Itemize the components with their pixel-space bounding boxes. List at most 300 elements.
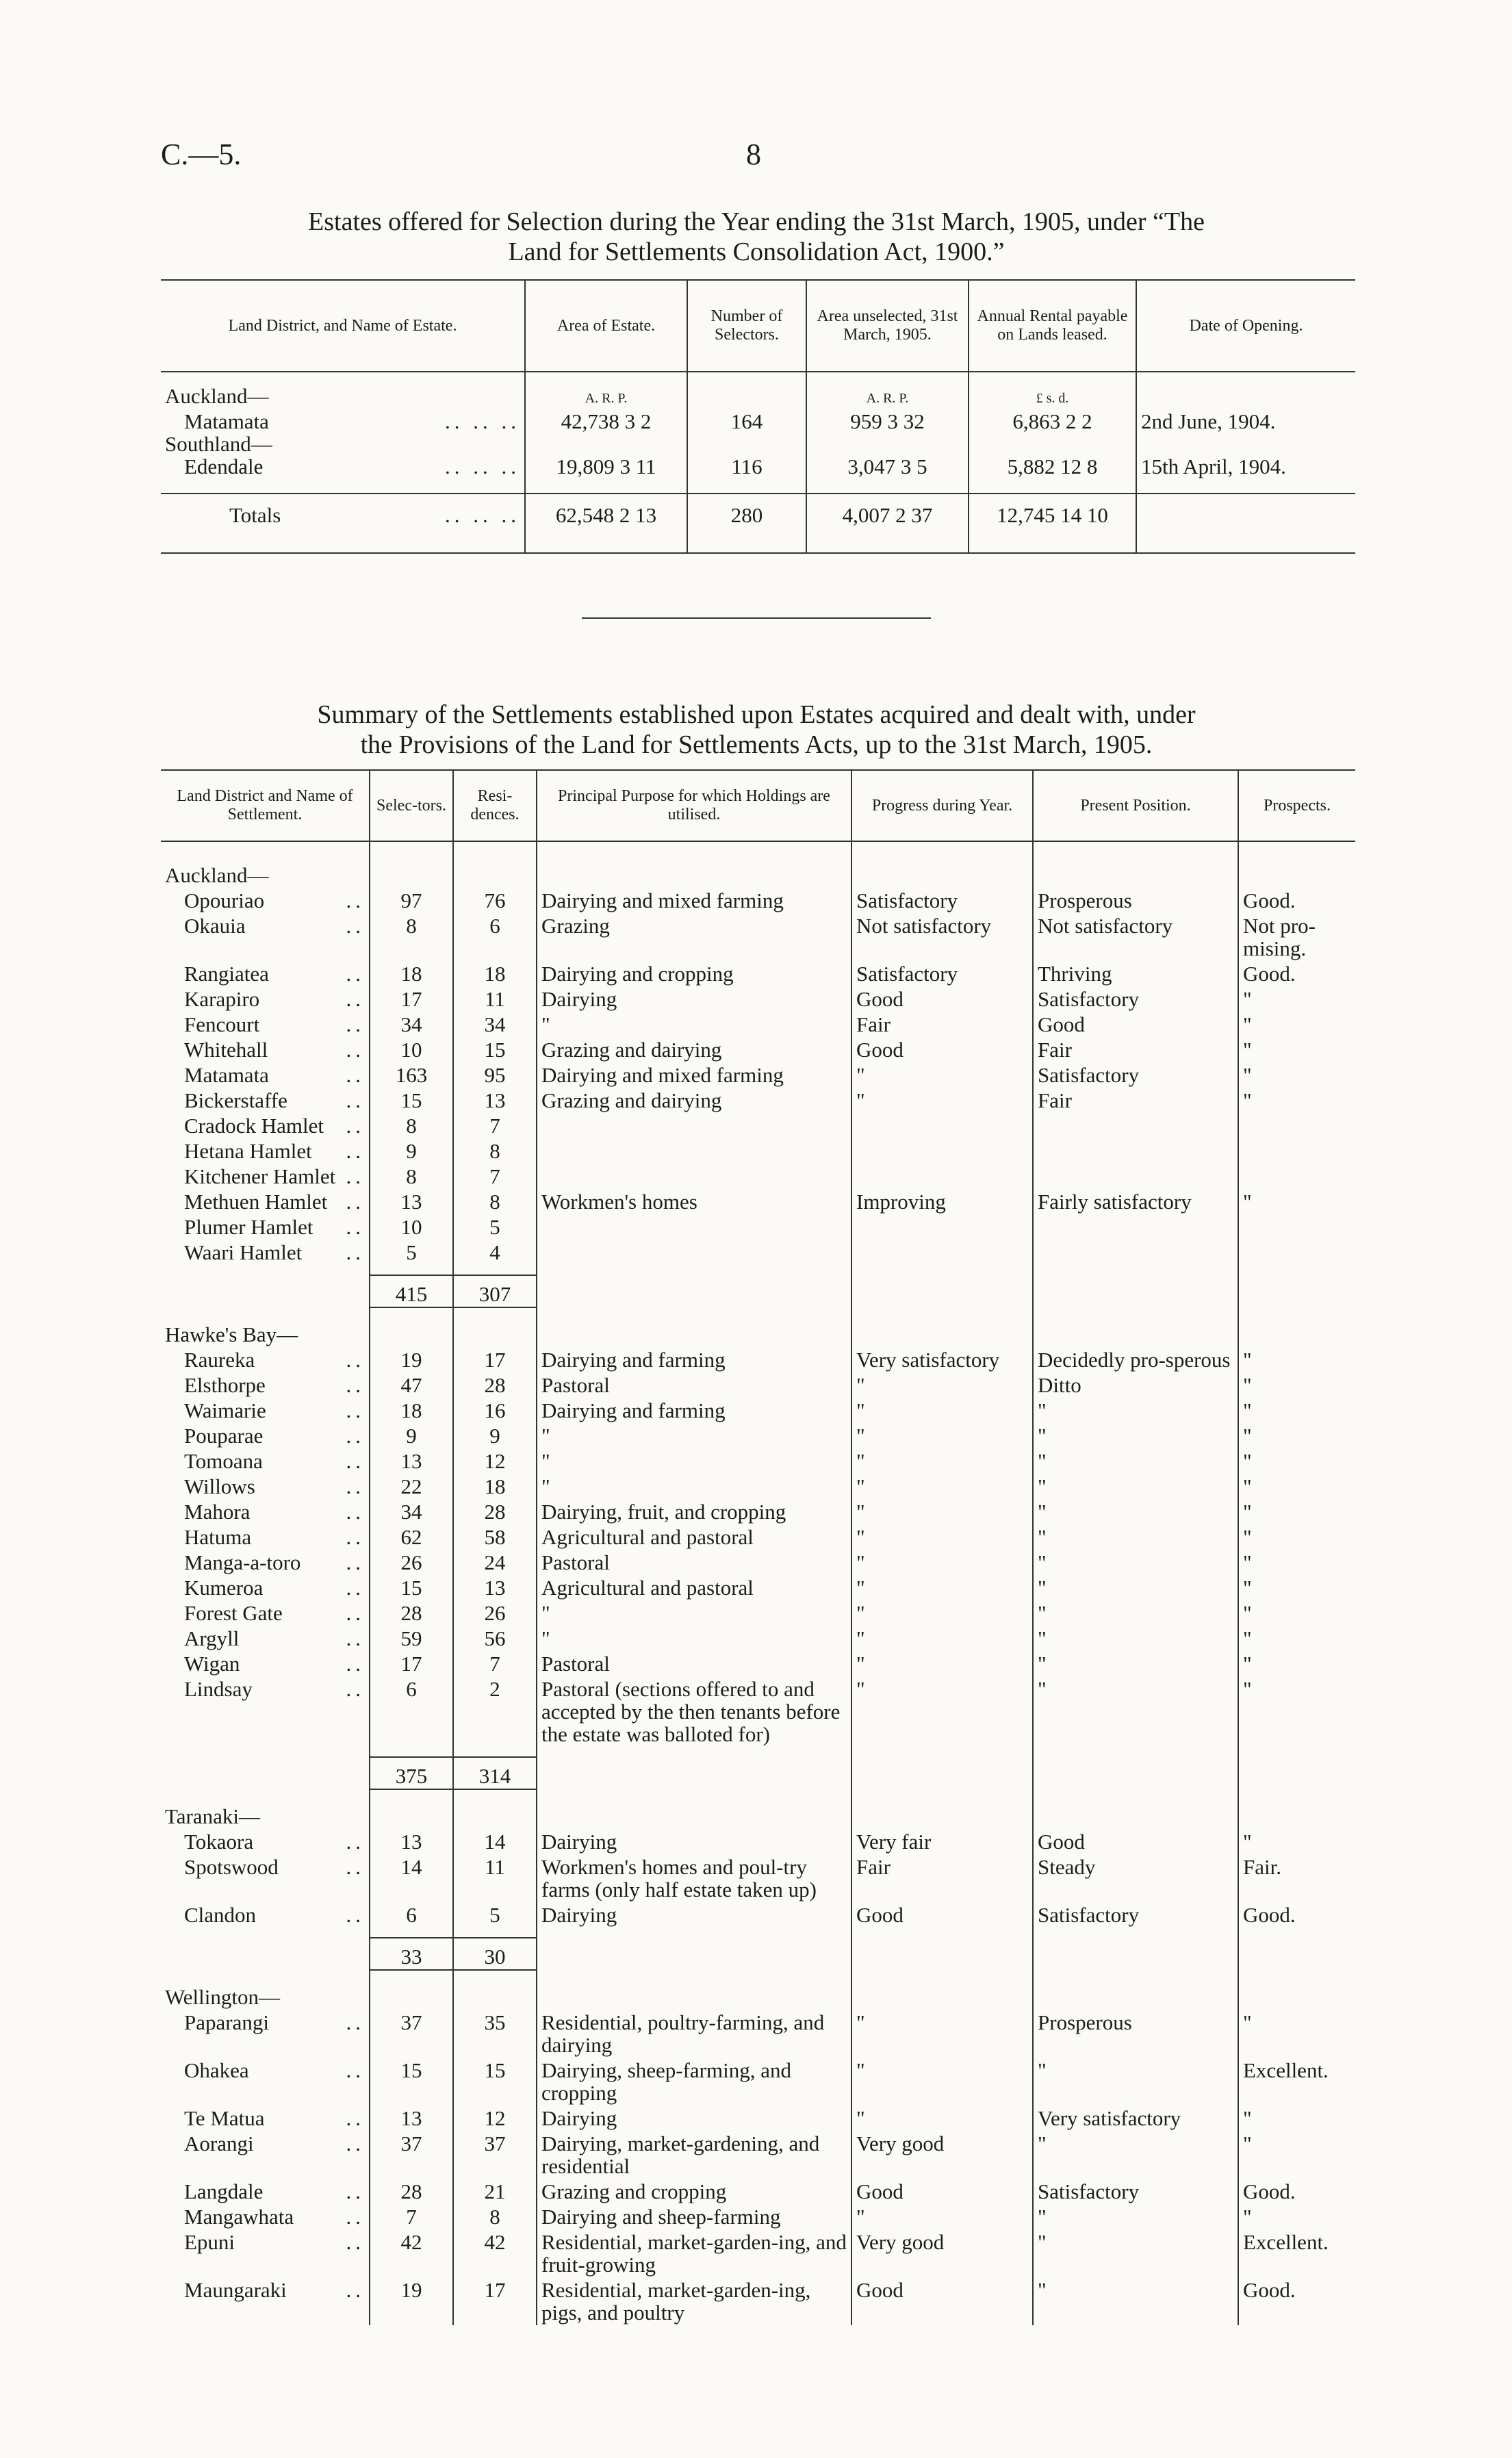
- selectors-value: 34: [370, 1499, 453, 1524]
- purpose-value: Dairying and farming: [537, 1347, 851, 1372]
- settlement-label: Aorangi: [184, 2131, 254, 2155]
- residences-value: 21: [453, 2179, 537, 2204]
- residences-value: 14: [453, 1829, 537, 1854]
- purpose-value: ": [537, 1448, 851, 1474]
- selectors-value: 5: [370, 1240, 453, 1265]
- estates-title-line1: Estates offered for Selection during the Year ending the 31st March, 1905, under “The: [308, 207, 1205, 236]
- purpose-value: Workmen's homes: [537, 1189, 851, 1214]
- progress-value: Improving: [851, 1189, 1033, 1214]
- summary-title-line2: the Provisions of the Land for Settlements Acts, up to the 31st March, 1905.: [360, 730, 1153, 759]
- position-value: ": [1033, 2277, 1238, 2325]
- settlement-label: Karapiro: [184, 987, 260, 1011]
- settlement-label: Bickerstaffe: [184, 1088, 287, 1112]
- settlement-name: Kitchener Hamlet ..: [184, 1164, 365, 1188]
- progress-value: Very fair: [851, 1829, 1033, 1854]
- residences-value: 13: [453, 1088, 537, 1113]
- summary-title-line1: Summary of the Settlements established upon Estates acquired and dealt with, under: [317, 700, 1196, 729]
- purpose-value: Grazing: [537, 913, 851, 961]
- purpose-value: Pastoral (sections offered to and accepted by the then tenants before the estate was balloted for): [537, 1676, 851, 1747]
- position-value: Good: [1033, 1012, 1238, 1037]
- prospects-value: ": [1238, 1499, 1355, 1524]
- residences-value: 35: [453, 2010, 537, 2058]
- position-value: Satisfactory: [1033, 986, 1238, 1012]
- purpose-value: [537, 1214, 851, 1240]
- prospects-value: ": [1238, 1600, 1355, 1626]
- purpose-value: [537, 1240, 851, 1265]
- purpose-value: Dairying, market-gardening, and residential: [537, 2131, 851, 2179]
- progress-value: Good: [851, 986, 1033, 1012]
- purpose-value: Residential, market-garden-ing, and fruit-growing: [537, 2229, 851, 2277]
- table-row: [161, 1012, 1355, 1037]
- purpose-value: Dairying and mixed farming: [537, 1062, 851, 1088]
- position-value: ": [1033, 1474, 1238, 1499]
- residences-value: 2: [453, 1676, 537, 1747]
- settlement-label: Forest Gate: [184, 1601, 283, 1625]
- position-value: Prosperous: [1033, 888, 1238, 913]
- estate-name: Matamata: [184, 409, 269, 433]
- col-date: Date of Opening.: [1136, 280, 1355, 372]
- col-residences: Resi-dences.: [453, 770, 537, 841]
- settlement-name: Maungaraki ..: [184, 2278, 365, 2302]
- table-row: [161, 1347, 1355, 1372]
- progress-value: ": [851, 1448, 1033, 1474]
- prospects-value: ": [1238, 1626, 1355, 1651]
- table-row: [161, 1240, 1355, 1265]
- purpose-value: Residential, market-garden-ing, pigs, and poultry: [537, 2277, 851, 2325]
- progress-value: ": [851, 2010, 1033, 2058]
- district-label: Hawke's Bay—: [165, 1322, 298, 1346]
- prospects-value: Not pro-mising.: [1238, 913, 1355, 961]
- position-value: ": [1033, 1575, 1238, 1600]
- prospects-value: ": [1238, 1474, 1355, 1499]
- position-value: ": [1033, 1600, 1238, 1626]
- residences-value: 4: [453, 1240, 537, 1265]
- estates-title-line2: Land for Settlements Consolidation Act, 1900.”: [508, 238, 1005, 266]
- table-row: [161, 1189, 1355, 1214]
- settlement-name: Te Matua ..: [184, 2106, 365, 2130]
- position-value: [1033, 1240, 1238, 1265]
- position-value: Satisfactory: [1033, 1902, 1238, 1928]
- col-unselected: Area unselected, 31st March, 1905.: [806, 280, 969, 372]
- selectors-value: 37: [370, 2131, 453, 2179]
- prospects-value: ": [1238, 2010, 1355, 2058]
- group-total-row: [161, 1757, 1355, 1789]
- settlement-name: Manga-a-toro ..: [184, 1550, 365, 1574]
- position-value: ": [1033, 2204, 1238, 2229]
- table-row: [161, 1550, 1355, 1575]
- purpose-value: [537, 1138, 851, 1164]
- purpose-value: ": [537, 1626, 851, 1651]
- unit-area: A. R. P.: [525, 372, 687, 410]
- progress-value: Good: [851, 1037, 1033, 1062]
- position-value: [1033, 1138, 1238, 1164]
- position-value: Decidedly pro-sperous: [1033, 1347, 1238, 1372]
- purpose-value: Pastoral: [537, 1651, 851, 1676]
- settlement-name: Elsthorpe ..: [184, 1373, 365, 1397]
- progress-value: Satisfactory: [851, 961, 1033, 986]
- residences-value: 56: [453, 1626, 537, 1651]
- table-row: [161, 1113, 1355, 1138]
- unit-area-unselected: A. R. P.: [806, 372, 969, 410]
- purpose-value: Dairying: [537, 2105, 851, 2131]
- settlement-label: Lindsay: [184, 1677, 253, 1701]
- residences-value: 15: [453, 2058, 537, 2105]
- purpose-value: Dairying and cropping: [537, 961, 851, 986]
- table-row: [161, 2229, 1355, 2277]
- settlement-label: Opouriao: [184, 888, 265, 912]
- purpose-value: Residential, poultry-farming, and dairying: [537, 2010, 851, 2058]
- table-row: [161, 1088, 1355, 1113]
- purpose-value: ": [537, 1474, 851, 1499]
- progress-value: [851, 1113, 1033, 1138]
- settlement-name: Raureka ..: [184, 1348, 365, 1372]
- selectors-value: 18: [370, 1398, 453, 1423]
- progress-value: ": [851, 1524, 1033, 1550]
- progress-value: ": [851, 1600, 1033, 1626]
- settlement-label: Tomoana: [184, 1449, 263, 1473]
- settlement-label: Plumer Hamlet: [184, 1215, 313, 1239]
- residences-value: 5: [453, 1214, 537, 1240]
- selectors-value: 17: [370, 1651, 453, 1676]
- progress-value: ": [851, 1398, 1033, 1423]
- position-value: ": [1033, 1499, 1238, 1524]
- settlement-name: Whitehall ..: [184, 1038, 365, 1062]
- totals-row: Totals .. .. .. 62,548 2 13 280 4,007 2 37 12,745 14 10: [161, 494, 1355, 553]
- settlement-label: Wigan: [184, 1652, 240, 1676]
- selectors-value: 28: [370, 2179, 453, 2204]
- purpose-value: ": [537, 1600, 851, 1626]
- position-value: Thriving: [1033, 961, 1238, 986]
- summary-body: [161, 841, 1355, 2325]
- district-row: [161, 862, 1355, 888]
- residences-value: 13: [453, 1575, 537, 1600]
- position-value: Prosperous: [1033, 2010, 1238, 2058]
- position-value: ": [1033, 2131, 1238, 2179]
- selectors-value: 62: [370, 1524, 453, 1550]
- selectors-value: 37: [370, 2010, 453, 2058]
- settlement-name: Clandon ..: [184, 1903, 365, 1927]
- settlement-name: Waimarie ..: [184, 1398, 365, 1422]
- total-selectors: 375: [370, 1757, 453, 1789]
- total-residences: 307: [453, 1275, 537, 1307]
- position-value: [1033, 1113, 1238, 1138]
- summary-table-title: [161, 700, 1352, 760]
- settlement-label: Manga-a-toro: [184, 1550, 301, 1574]
- group-total-row: [161, 1275, 1355, 1307]
- prospects-value: ": [1238, 986, 1355, 1012]
- settlement-label: Cradock Hamlet: [184, 1114, 324, 1138]
- residences-value: 28: [453, 1499, 537, 1524]
- settlement-label: Tokaora: [184, 1830, 254, 1854]
- settlement-name: Epuni ..: [184, 2230, 365, 2254]
- settlement-label: Matamata: [184, 1063, 269, 1087]
- purpose-value: Dairying and farming: [537, 1398, 851, 1423]
- col-estate: Land District, and Name of Estate.: [161, 280, 525, 372]
- residences-value: 18: [453, 1474, 537, 1499]
- prospects-value: Excellent.: [1238, 2058, 1355, 2105]
- table-row: [161, 1524, 1355, 1550]
- settlement-name: Wigan ..: [184, 1652, 365, 1676]
- settlement-name: Ohakea ..: [184, 2058, 365, 2082]
- progress-value: Fair: [851, 1012, 1033, 1037]
- residences-value: 28: [453, 1372, 537, 1398]
- purpose-value: Dairying: [537, 986, 851, 1012]
- selectors-value: 13: [370, 1448, 453, 1474]
- selectors-value: 8: [370, 913, 453, 961]
- settlement-label: Elsthorpe: [184, 1373, 266, 1397]
- progress-value: ": [851, 1474, 1033, 1499]
- prospects-value: Good.: [1238, 961, 1355, 986]
- selectors-value: 6: [370, 1902, 453, 1928]
- spacer-row: [161, 1265, 1355, 1275]
- section-divider: [582, 617, 931, 619]
- prospects-value: ": [1238, 2204, 1355, 2229]
- settlement-name: Willows ..: [184, 1474, 365, 1498]
- selectors-value: 9: [370, 1138, 453, 1164]
- prospects-value: ": [1238, 1347, 1355, 1372]
- table-row: [161, 1448, 1355, 1474]
- settlement-label: Fencourt: [184, 1012, 260, 1036]
- progress-value: Very good: [851, 2131, 1033, 2179]
- prospects-value: [1238, 1113, 1355, 1138]
- prospects-value: ": [1238, 1575, 1355, 1600]
- residences-value: 11: [453, 1854, 537, 1902]
- group-total-row: [161, 1938, 1355, 1970]
- settlement-label: Waari Hamlet: [184, 1240, 303, 1264]
- purpose-value: Agricultural and pastoral: [537, 1575, 851, 1600]
- table-row: [161, 1902, 1355, 1928]
- position-value: ": [1033, 2058, 1238, 2105]
- progress-value: ": [851, 1651, 1033, 1676]
- residences-value: 37: [453, 2131, 537, 2179]
- prospects-value: [1238, 1164, 1355, 1189]
- district-label: Auckland—: [165, 384, 269, 408]
- selectors-value: 6: [370, 1676, 453, 1747]
- residences-value: 7: [453, 1164, 537, 1189]
- progress-value: ": [851, 1676, 1033, 1747]
- position-value: Fair: [1033, 1037, 1238, 1062]
- table-row: [161, 1423, 1355, 1448]
- residences-value: 9: [453, 1423, 537, 1448]
- col-selectors: Selec-tors.: [370, 770, 453, 841]
- settlement-name: Matamata ..: [184, 1063, 365, 1087]
- progress-value: ": [851, 1575, 1033, 1600]
- settlement-name: Okauia ..: [184, 914, 365, 938]
- prospects-value: ": [1238, 2105, 1355, 2131]
- purpose-value: Agricultural and pastoral: [537, 1524, 851, 1550]
- settlement-name: Opouriao ..: [184, 888, 365, 912]
- settlement-label: Maungaraki: [184, 2278, 287, 2302]
- selectors-value: 10: [370, 1214, 453, 1240]
- purpose-value: Grazing and cropping: [537, 2179, 851, 2204]
- table-row: [161, 2131, 1355, 2179]
- settlement-label: Okauia: [184, 914, 246, 938]
- settlement-label: Argyll: [184, 1626, 240, 1650]
- selectors-value: 13: [370, 1189, 453, 1214]
- selectors-value: 22: [370, 1474, 453, 1499]
- prospects-value: ": [1238, 1062, 1355, 1088]
- settlement-label: Ohakea: [184, 2058, 249, 2082]
- settlement-label: Hetana Hamlet: [184, 1139, 312, 1163]
- purpose-value: [537, 1113, 851, 1138]
- col-progress: Progress during Year.: [851, 770, 1033, 841]
- settlement-name: Karapiro ..: [184, 987, 365, 1011]
- residences-value: 24: [453, 1550, 537, 1575]
- position-value: Steady: [1033, 1854, 1238, 1902]
- spacer-row: [161, 1307, 1355, 1322]
- spacer-row: [161, 841, 1355, 862]
- col-area: Area of Estate.: [525, 280, 687, 372]
- selectors-value: 59: [370, 1626, 453, 1651]
- position-value: Satisfactory: [1033, 1062, 1238, 1088]
- settlement-name: Argyll ..: [184, 1626, 365, 1650]
- prospects-value: ": [1238, 1189, 1355, 1214]
- page-header: [161, 137, 1352, 178]
- settlement-name: Tomoana ..: [184, 1449, 365, 1473]
- residences-value: 76: [453, 888, 537, 913]
- table-row: [161, 1600, 1355, 1626]
- table-row: [161, 1138, 1355, 1164]
- settlement-label: Methuen Hamlet: [184, 1190, 328, 1214]
- prospects-value: ": [1238, 1829, 1355, 1854]
- prospects-value: ": [1238, 1524, 1355, 1550]
- position-value: ": [1033, 2229, 1238, 2277]
- selectors-value: 9: [370, 1423, 453, 1448]
- progress-value: ": [851, 1550, 1033, 1575]
- progress-value: ": [851, 1062, 1033, 1088]
- position-value: ": [1033, 1448, 1238, 1474]
- selectors-value: 42: [370, 2229, 453, 2277]
- position-value: ": [1033, 1626, 1238, 1651]
- col-settlement: Land District and Name of Settlement.: [161, 770, 370, 841]
- progress-value: Good: [851, 1902, 1033, 1928]
- settlement-label: Willows: [184, 1474, 255, 1498]
- position-value: Satisfactory: [1033, 2179, 1238, 2204]
- residences-value: 8: [453, 2204, 537, 2229]
- settlement-name: Waari Hamlet ..: [184, 1240, 365, 1264]
- settlement-name: Pouparae ..: [184, 1424, 365, 1448]
- table-row: [161, 1164, 1355, 1189]
- table-row: [161, 2277, 1355, 2325]
- position-value: Fairly satisfactory: [1033, 1189, 1238, 1214]
- position-value: [1033, 1214, 1238, 1240]
- progress-value: ": [851, 1372, 1033, 1398]
- prospects-value: ": [1238, 1088, 1355, 1113]
- selectors-value: 18: [370, 961, 453, 986]
- table-row: [161, 1398, 1355, 1423]
- table-row: Edendale .. .. .. 19,809 3 11 116 3,047 3 5 5,882 12 8 15th April, 1904.: [161, 455, 1355, 494]
- settlement-label: Mahora: [184, 1500, 251, 1524]
- position-value: [1033, 1164, 1238, 1189]
- col-purpose: Principal Purpose for which Holdings are utilised.: [537, 770, 851, 841]
- position-value: ": [1033, 1651, 1238, 1676]
- summary-table: [161, 769, 1355, 2325]
- prospects-value: [1238, 1138, 1355, 1164]
- purpose-value: Grazing and dairying: [537, 1088, 851, 1113]
- residences-value: 34: [453, 1012, 537, 1037]
- residences-value: 16: [453, 1398, 537, 1423]
- progress-value: Satisfactory: [851, 888, 1033, 913]
- estates-table-title: [161, 207, 1352, 267]
- residences-value: 42: [453, 2229, 537, 2277]
- progress-value: ": [851, 1626, 1033, 1651]
- settlement-name: Paparangi ..: [184, 2010, 365, 2034]
- settlement-label: Whitehall: [184, 1038, 268, 1062]
- selectors-value: 7: [370, 2204, 453, 2229]
- progress-value: ": [851, 1088, 1033, 1113]
- progress-value: Very satisfactory: [851, 1347, 1033, 1372]
- settlement-label: Spotswood: [184, 1855, 279, 1879]
- purpose-value: Dairying, sheep-farming, and cropping: [537, 2058, 851, 2105]
- district-label: Auckland—: [165, 863, 269, 887]
- settlement-label: Rangiatea: [184, 962, 269, 986]
- residences-value: 15: [453, 1037, 537, 1062]
- progress-value: ": [851, 1499, 1033, 1524]
- progress-value: Good: [851, 2277, 1033, 2325]
- selectors-value: 13: [370, 1829, 453, 1854]
- settlement-label: Paparangi: [184, 2010, 269, 2034]
- settlement-label: Hatuma: [184, 1525, 252, 1549]
- settlement-label: Langdale: [184, 2179, 264, 2203]
- residences-value: 95: [453, 1062, 537, 1088]
- residences-value: 58: [453, 1524, 537, 1550]
- district-label: Southland—: [165, 432, 272, 456]
- purpose-value: Dairying and mixed farming: [537, 888, 851, 913]
- progress-value: Good: [851, 2179, 1033, 2204]
- settlement-name: Hatuma ..: [184, 1525, 365, 1549]
- progress-value: Fair: [851, 1854, 1033, 1902]
- table-row: [161, 888, 1355, 913]
- selectors-value: 15: [370, 2058, 453, 2105]
- progress-value: ": [851, 2058, 1033, 2105]
- selectors-value: 34: [370, 1012, 453, 1037]
- position-value: Ditto: [1033, 1372, 1238, 1398]
- position-value: ": [1033, 1524, 1238, 1550]
- residences-value: 7: [453, 1113, 537, 1138]
- prospects-value: ": [1238, 1676, 1355, 1747]
- document-reference: C.—5.: [161, 138, 242, 171]
- district-row: [161, 1984, 1355, 2010]
- table-row: [161, 1575, 1355, 1600]
- prospects-value: ": [1238, 1448, 1355, 1474]
- table-row: [161, 1829, 1355, 1854]
- settlement-name: Cradock Hamlet ..: [184, 1114, 365, 1138]
- unit-money: £ s. d.: [969, 372, 1136, 410]
- prospects-value: Fair.: [1238, 1854, 1355, 1902]
- table-row: [161, 1854, 1355, 1902]
- settlement-label: Waimarie: [184, 1398, 266, 1422]
- settlement-name: Mahora ..: [184, 1500, 365, 1524]
- settlement-name: Bickerstaffe ..: [184, 1088, 365, 1112]
- residences-value: 17: [453, 2277, 537, 2325]
- spacer-row: [161, 1970, 1355, 1984]
- spacer-row: [161, 1789, 1355, 1804]
- selectors-value: 28: [370, 1600, 453, 1626]
- table-row: [161, 2010, 1355, 2058]
- settlement-name: Plumer Hamlet ..: [184, 1215, 365, 1239]
- residences-value: 6: [453, 913, 537, 961]
- settlement-name: Mangawhata ..: [184, 2205, 365, 2229]
- settlement-name: Lindsay ..: [184, 1677, 365, 1701]
- position-value: ": [1033, 1550, 1238, 1575]
- prospects-value: ": [1238, 1423, 1355, 1448]
- total-residences: 314: [453, 1757, 537, 1789]
- selectors-value: 47: [370, 1372, 453, 1398]
- total-residences: 30: [453, 1938, 537, 1970]
- selectors-value: 8: [370, 1164, 453, 1189]
- col-selectors: Number of Selectors.: [687, 280, 806, 372]
- settlement-label: Kumeroa: [184, 1576, 264, 1600]
